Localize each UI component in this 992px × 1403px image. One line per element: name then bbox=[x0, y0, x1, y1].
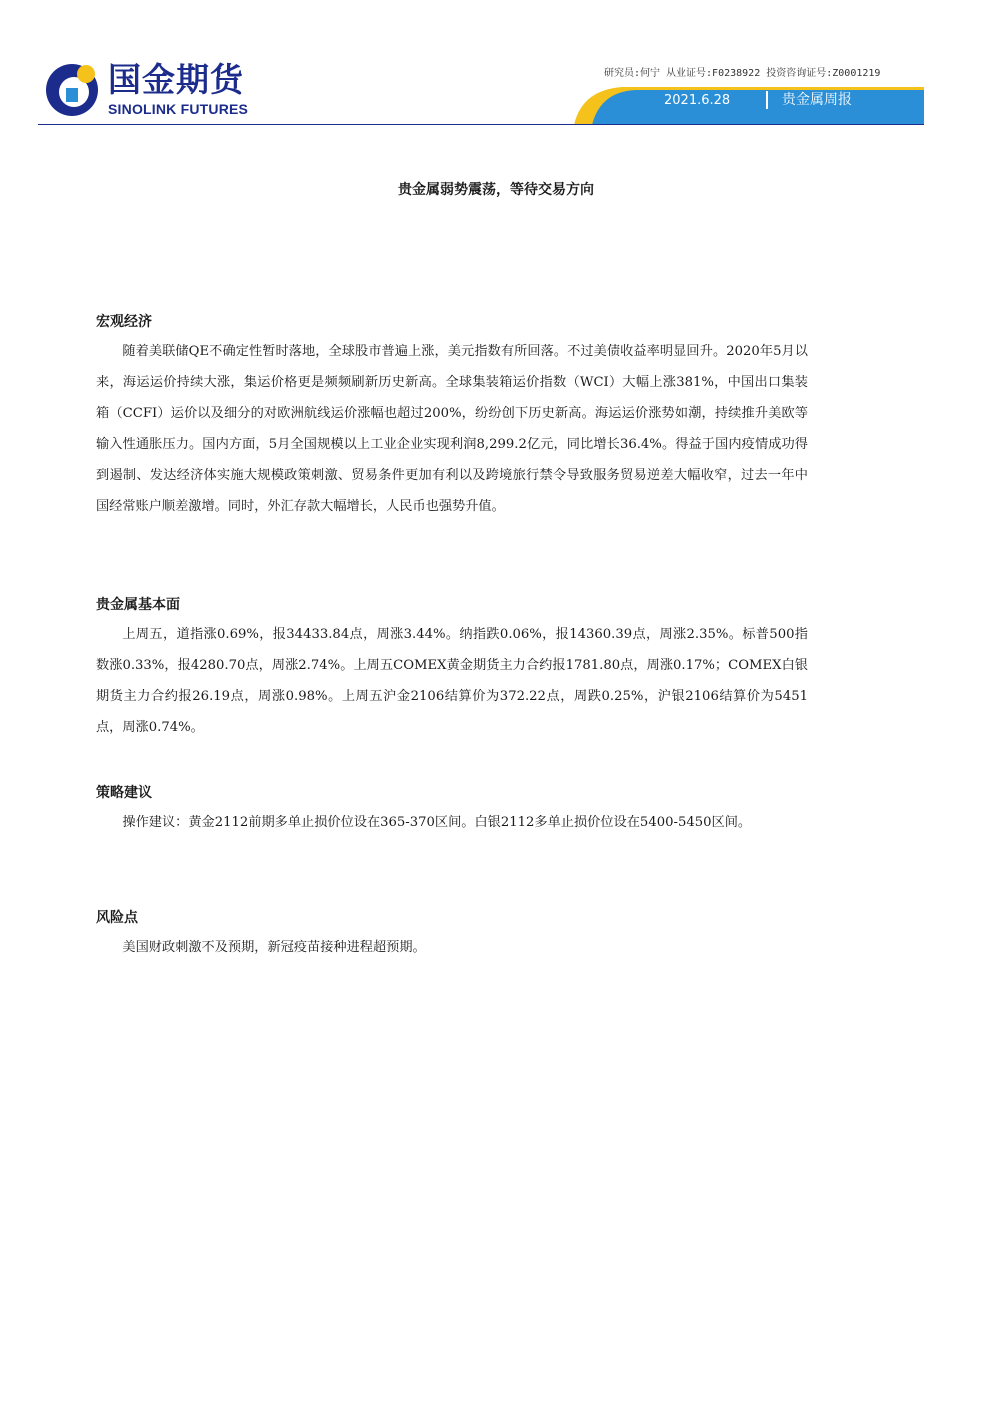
section-macro bbox=[96, 312, 808, 522]
header-band bbox=[570, 85, 924, 125]
header-rule bbox=[38, 124, 924, 125]
section-heading: 风险点 bbox=[96, 910, 138, 926]
brand-name-cn: 国金期货 bbox=[108, 60, 244, 99]
section-body: 美国财政刺激不及预期，新冠疫苗接种进程超预期。 bbox=[122, 940, 426, 955]
section-fundamentals bbox=[96, 595, 808, 743]
section-heading: 宏观经济 bbox=[96, 314, 152, 330]
researcher-info: 研究员:何宁 从业证号:F0238922 投资咨询证号:Z0001219 bbox=[604, 68, 881, 79]
sinolink-logo-icon bbox=[44, 58, 104, 118]
section-body: 随着美联储QE不确定性暂时落地，全球股市普遍上涨，美元指数有所回落。不过美债收益率明显回升。2020年5月以来，海运运价持续大涨，集运价格更是频频刷新历史新高。全球集装箱运价指数（WCI）大幅上涨381%，中国出口集装箱（CCFI）运价以及细分的对欧洲航线运价涨幅也超过200%，纷纷创下历史新高。海运运价涨势如潮，持续推升美欧等输入性通胀压力。国内方面，5月全国规模以上工业企业实现利润8,299.2亿元，同比增长36.4%。得益于国内疫情成功得到遏制、发达经济体实施大规模政策刺激、贸易条件更加有利以及跨境旅行禁令导致服务贸易逆差大幅收窄，过去一年中国经常账户顺差激增。同时，外汇存款大幅增长，人民币也强势升值。 bbox=[96, 344, 808, 514]
report-date: 2021.6.28 bbox=[664, 93, 731, 108]
brand-name-en: SINOLINK FUTURES bbox=[108, 101, 249, 117]
report-type: 贵金属周报 bbox=[782, 92, 852, 108]
section-strategy bbox=[96, 783, 808, 838]
section-heading: 贵金属基本面 bbox=[96, 597, 180, 613]
section-heading: 策略建议 bbox=[96, 785, 152, 801]
section-risk bbox=[96, 908, 808, 963]
section-body: 操作建议：黄金2112前期多单止损价位设在365-370区间。白银2112多单止损价位设在5400-5450区间。 bbox=[122, 815, 752, 830]
header-separator bbox=[766, 91, 768, 109]
section-body: 上周五，道指涨0.69%，报34433.84点，周涨3.44%。纳指跌0.06%，报14360.39点，周涨2.35%。标普500指数涨0.33%，报4280.70点，周涨2.74%。上周五COMEX黄金期货主力合约报1781.80点，周涨0.17%；COMEX白银期货主力合约报26.19点，周涨0.98%。上周五沪金2106结算价为372.22点，周跌0.25%，沪银2106结算价为5451点，周涨0.74%。 bbox=[96, 627, 808, 735]
document-title: 贵金属弱势震荡，等待交易方向 bbox=[398, 182, 594, 198]
